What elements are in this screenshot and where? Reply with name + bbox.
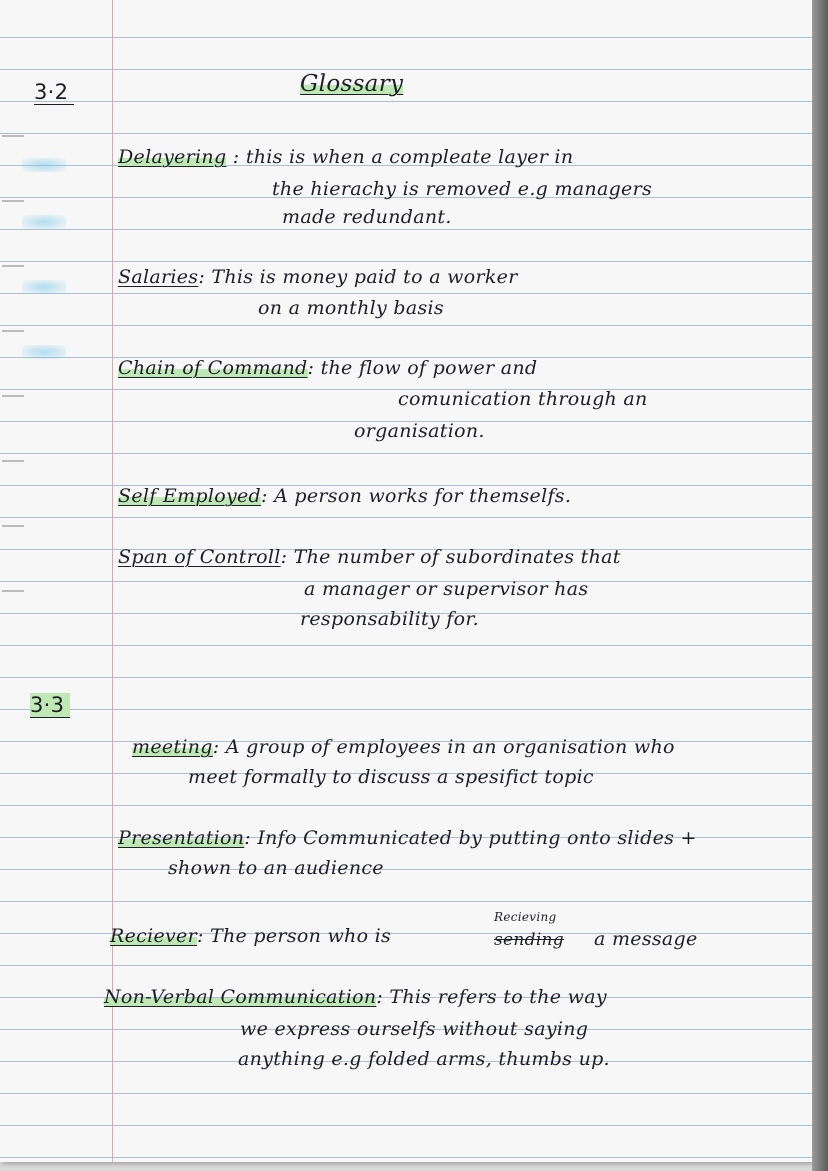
binding-mark xyxy=(2,135,24,137)
definition-line: the flow of power and xyxy=(320,357,538,379)
definition-line: shown to an audience xyxy=(168,857,384,879)
definition-line: A group of employees in an organisation who xyxy=(225,736,675,758)
binding-mark xyxy=(2,265,24,267)
term-separator: : xyxy=(261,485,275,507)
glossary-term: meeting xyxy=(132,736,213,758)
glossary-term: Delayering xyxy=(118,146,227,168)
glossary-term: Salaries xyxy=(118,266,199,288)
definition-line: organisation. xyxy=(354,420,485,442)
page-edge-shadow xyxy=(812,0,828,1171)
binding-mark xyxy=(2,200,24,202)
glossary-entry xyxy=(118,265,518,289)
glossary-term: Span of Controll xyxy=(118,546,281,568)
glossary-entry xyxy=(110,924,391,948)
definition-line: meet formally to discuss a spesifict topic xyxy=(188,766,594,788)
glossary-entry xyxy=(118,545,621,569)
glossary-term: Reciever xyxy=(110,925,197,947)
definition-line: a message xyxy=(594,928,698,950)
definition-line: this is when a compleate layer in xyxy=(245,146,574,168)
term-separator: : xyxy=(212,736,226,758)
binding-mark xyxy=(2,330,24,332)
definition-line: we express ourselfs without saying xyxy=(240,1018,589,1040)
definition-line: A person works for themselfs. xyxy=(274,485,572,507)
water-stain xyxy=(22,280,66,294)
glossary-term: Self Employed xyxy=(118,485,262,507)
definition-line: Info Communicated by putting onto slides + xyxy=(257,827,697,849)
binding-mark xyxy=(2,460,24,462)
definition-line: made redundant. xyxy=(282,206,452,228)
glossary-entry xyxy=(104,985,607,1009)
definition-line: responsability for. xyxy=(300,608,480,630)
definition-line: a manager or supervisor has xyxy=(304,578,589,600)
definition-line: The person who is xyxy=(210,925,392,947)
term-separator: : xyxy=(376,986,390,1008)
definition-line: The number of subordinates that xyxy=(293,546,621,568)
glossary-entry xyxy=(118,484,571,508)
definition-line: on a monthly basis xyxy=(258,297,444,319)
glossary-term: Chain of Command xyxy=(118,357,308,379)
term-separator: : xyxy=(196,925,211,947)
section-number: 3·2 xyxy=(34,80,74,105)
water-stain xyxy=(22,215,66,229)
term-separator: : xyxy=(307,357,321,379)
definition-line: anything e.g folded arms, thumbs up. xyxy=(238,1048,610,1070)
correction-word: Recieving xyxy=(494,910,557,924)
term-separator: : xyxy=(198,266,212,288)
binding-mark xyxy=(2,590,24,592)
definition-line: the hierachy is removed e.g managers xyxy=(272,178,653,200)
glossary-entry xyxy=(132,735,675,759)
glossary-entry xyxy=(118,145,573,169)
binding-mark xyxy=(2,525,24,527)
definition-line: comunication through an xyxy=(398,388,648,410)
definition-line: This is money paid to a worker xyxy=(211,266,518,288)
section-number: 3·3 xyxy=(30,693,70,718)
term-separator: : xyxy=(280,546,294,568)
water-stain xyxy=(22,158,66,172)
glossary-entry xyxy=(118,356,537,380)
term-separator: : xyxy=(244,827,258,849)
glossary-entry xyxy=(118,826,697,850)
binding-mark xyxy=(2,395,24,397)
crossed-out-word: sending xyxy=(494,930,564,950)
water-stain xyxy=(22,345,66,359)
glossary-term: Non-Verbal Communication xyxy=(104,986,377,1008)
page-title: Glossary xyxy=(300,71,404,97)
term-separator: : xyxy=(226,146,246,168)
definition-line: This refers to the way xyxy=(389,986,607,1008)
glossary-term: Presentation xyxy=(118,827,245,849)
